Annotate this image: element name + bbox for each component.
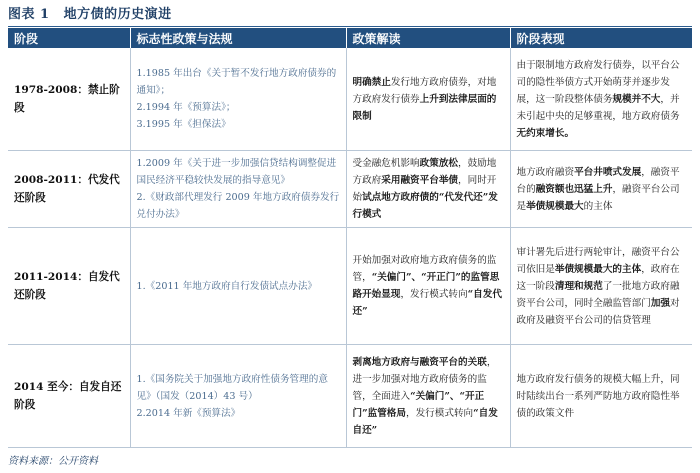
interpretation-emphasis: 采用融资平台举债 bbox=[381, 175, 459, 186]
policy-item: 1.《2011 年地方政府自行发债试点办法》 bbox=[136, 280, 318, 292]
interpretation-text: ，发行模式转向 bbox=[400, 289, 468, 300]
interpretation-emphasis: “自发代还” bbox=[352, 289, 502, 317]
performance-emphasis: 清理和规范 bbox=[554, 280, 603, 292]
table-row bbox=[8, 345, 692, 448]
title-divider bbox=[8, 26, 692, 27]
figure-number: 图表 1 bbox=[8, 6, 50, 22]
col-header-stage: 阶段 bbox=[8, 28, 130, 48]
interpretation-emphasis: “关偏门”、“开正门”的监管思路开始显现 bbox=[352, 272, 500, 300]
performance-cell bbox=[510, 151, 692, 228]
performance-cell bbox=[510, 228, 692, 345]
policy-item: 1.《国务院关于加强地方政府性债务管理的意见》（国发（2014）43 号） bbox=[136, 373, 328, 402]
policy-item: 1.2009 年《关于进一步加强信贷结构调整促进国民经济平稳较快发展的指导意见》 bbox=[136, 158, 337, 186]
performance-text: 由于限制地方政府发行债券，以平台公司的隐性举债方式开始萌芽并逐步发展，这一阶段整体债务 bbox=[516, 59, 680, 105]
interpretation-cell bbox=[346, 151, 510, 228]
performance-emphasis: 融资额也迅猛上升 bbox=[535, 183, 613, 195]
col-header-performance: 阶段表现 bbox=[510, 28, 692, 48]
policy-cell bbox=[130, 345, 346, 448]
history-table bbox=[8, 28, 692, 448]
performance-cell bbox=[510, 345, 692, 448]
interpretation-emphasis: “自发自还” bbox=[352, 407, 498, 436]
performance-emphasis: 平台井喷式发展 bbox=[574, 166, 642, 178]
policy-item: 2.1994 年《预算法》； bbox=[136, 102, 236, 113]
policy-item: 2.《财政部代理发行 2009 年地方政府债券发行兑付办法》 bbox=[136, 192, 340, 220]
performance-text: 对政府及融资平台公司的信贷管理 bbox=[516, 297, 680, 326]
interpretation-emphasis: 政策放松 bbox=[419, 158, 459, 169]
performance-text: ，并未引起中央的足够重视，地方政府债务 bbox=[516, 93, 680, 122]
performance-emphasis: 举债规模最大的主体 bbox=[554, 263, 642, 275]
performance-text: ，融资平台的 bbox=[516, 166, 680, 195]
policy-cell bbox=[130, 228, 346, 345]
stage-cell: 2008-2011：代发代还阶段 bbox=[8, 151, 130, 228]
stage-cell: 1978-2008：禁止阶段 bbox=[8, 48, 130, 151]
table-row bbox=[8, 151, 692, 228]
interpretation-cell bbox=[346, 345, 510, 448]
interpretation-emphasis: 试点地方政府债的“代发代还”发行模式 bbox=[352, 192, 498, 220]
figure-title bbox=[8, 0, 172, 24]
interpretation-text: 开始加强对政府地方政府债务的监管， bbox=[352, 255, 497, 283]
table-row bbox=[8, 48, 692, 151]
interpretation-emphasis: 明确禁止 bbox=[352, 76, 391, 88]
performance-emphasis: 无约束增长。 bbox=[516, 127, 575, 139]
interpretation-cell bbox=[346, 228, 510, 345]
stage-cell: 2011-2014：自发代还阶段 bbox=[8, 228, 130, 345]
performance-text: 地方政府融资 bbox=[516, 166, 575, 178]
interpretation-emphasis: 剥离地方政府与融资平台的关联 bbox=[352, 356, 487, 368]
figure-title-text: 地方债的历史演进 bbox=[63, 6, 172, 22]
interpretation-text: ，发行模式转向 bbox=[406, 407, 474, 419]
interpretation-text: ，同时开始 bbox=[352, 175, 497, 203]
stage-cell: 2014 至今：自发自还阶段 bbox=[8, 345, 130, 448]
performance-text: ，政府在这一阶段 bbox=[516, 263, 680, 292]
interpretation-text: ，鼓励地方政府 bbox=[352, 158, 497, 186]
performance-text: 的主体 bbox=[583, 200, 613, 212]
policy-cell bbox=[130, 48, 346, 151]
col-header-interpretation: 政策解读 bbox=[346, 28, 510, 48]
performance-text: 地方政府发行债务的规模大幅上升，同时陆续出台一系列严防地方政府隐性举债的政策文件 bbox=[516, 373, 680, 419]
performance-emphasis: 举债规模最大 bbox=[526, 200, 584, 212]
performance-text: 了一批地方政府融资平台公司，同时全融监管部门 bbox=[516, 280, 680, 309]
performance-text: 审计署先后进行两轮审计，融资平台公司依旧是 bbox=[516, 246, 680, 275]
interpretation-text: ，进一步加强对地方政府债务的监管，全面进入 bbox=[352, 356, 497, 402]
policy-item: 2.2014 年新《预算法》 bbox=[136, 407, 241, 419]
performance-emphasis: 加强 bbox=[650, 297, 670, 309]
interpretation-text: 发行地方政府债券，对地方政府发行债券 bbox=[352, 76, 497, 105]
performance-cell bbox=[510, 48, 692, 151]
interpretation-cell bbox=[346, 48, 510, 151]
col-header-policy: 标志性政策与法规 bbox=[130, 28, 346, 48]
policy-cell bbox=[130, 151, 346, 228]
table-row bbox=[8, 228, 692, 345]
performance-emphasis: 规模并不大 bbox=[612, 93, 661, 105]
interpretation-emphasis: 上升到法律层面的限制 bbox=[352, 93, 497, 122]
interpretation-text: 受金融危机影响 bbox=[352, 158, 420, 169]
performance-text: ，融资平台公司是 bbox=[516, 183, 680, 212]
source-note: 资料来源：公开资料 bbox=[8, 456, 98, 467]
interpretation-emphasis: “关偏门”、“开正门”监管格局 bbox=[352, 390, 485, 419]
table-header-row bbox=[8, 28, 692, 48]
policy-item: 1.1985 年出台《关于暂不发行地方政府债券的通知》； bbox=[136, 68, 337, 96]
policy-item: 3.1995 年《担保法》 bbox=[136, 119, 231, 130]
